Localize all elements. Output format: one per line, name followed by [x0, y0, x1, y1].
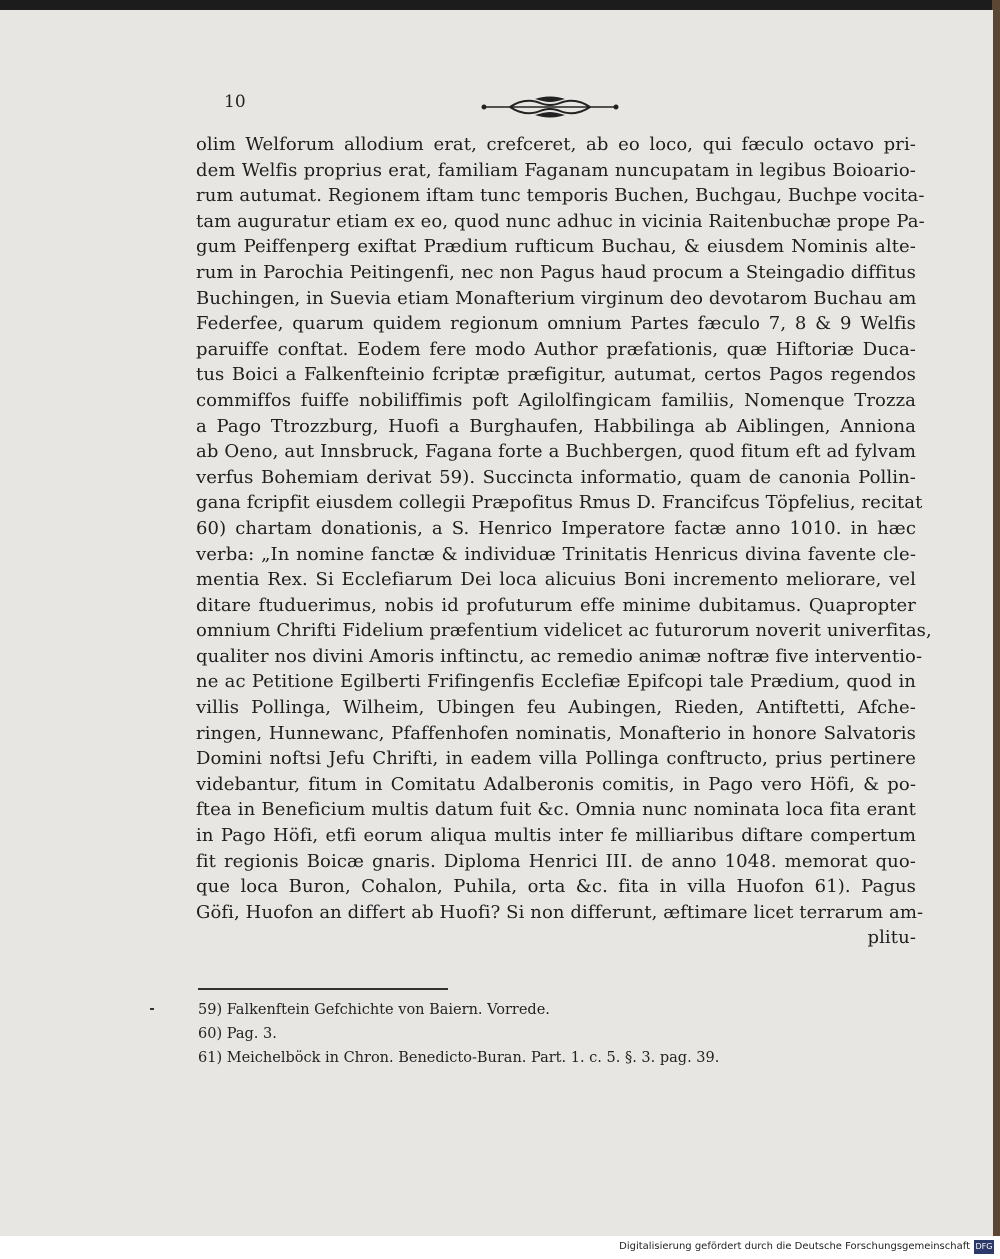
text-line: plitu- [867, 927, 916, 949]
text-line: villis Pollinga, Wilheim, Ubingen feu Aubingen, Rieden, Antiftetti, Afche- [196, 697, 916, 719]
footnote-rule [198, 988, 448, 991]
text-line: gana fcripfit eiusdem collegii Præpofitus Rmus D. Francifcus Töpfelius, recitat [196, 492, 923, 514]
text-line: verba: „In nomine fanctæ & individuæ Trinitatis Henricus divina favente cle- [196, 543, 916, 565]
text-line: omnium Chrifti Fidelium præfentium videlicet ac futurorum noverit univerfitas, [196, 620, 932, 642]
text-line: fit regionis Boicæ gnaris. Diploma Henrici III. de anno 1048. memorat quo- [196, 850, 916, 872]
footnote: 59) Falkenftein Gefchichte von Baiern. Vorrede. [198, 1002, 550, 1018]
text-line: ditare ftuduerimus, nobis id profuturum effe minime dubitamus. Quapropter [196, 594, 916, 616]
margin-mark [150, 1008, 154, 1010]
text-line: tam auguratur etiam ex eo, quod nunc adhuc in vicinia Raitenbuchæ prope Pa- [196, 210, 925, 232]
text-line: Federfee, quarum quidem regionum omnium Partes fæculo 7, 8 & 9 Welfis [196, 313, 916, 335]
text-line: tus Boici a Falkenfteinio fcriptæ præfigitur, autumat, certos Pagos regendos [196, 364, 916, 386]
text-line: verfus Bohemiam derivat 59). Succincta informatio, quam de canonia Pollin- [196, 466, 916, 488]
text-line: videbantur, fitum in Comitatu Adalberonis comitis, in Pago vero Höfi, & po- [196, 773, 916, 795]
body-text [196, 132, 932, 951]
text-line: in Pago Höfi, etfi eorum aliqua multis inter fe milliaribus diftare compertum [196, 825, 916, 847]
header-ornament-icon [480, 94, 620, 120]
text-line: olim Welforum allodium erat, crefceret, ab eo loco, qui fæculo octavo pri- [196, 134, 916, 155]
text-line: 60) chartam donationis, a S. Henrico Imperatore factæ anno 1010. in hæc [196, 517, 916, 539]
text-line: ne ac Petitione Egilberti Frifingenfis Ecclefiæ Epifcopi tale Prædium, quod in [196, 671, 916, 693]
footnote: 61) Meichelböck in Chron. Benedicto-Buran. Part. 1. c. 5. §. 3. pag. 39. [198, 1050, 720, 1066]
text-line: a Pago Ttrozzburg, Huofi a Burghaufen, Habbilinga ab Aiblingen, Anniona [196, 415, 916, 437]
text-line: dem Welfis proprius erat, familiam Faganam nuncupatam in legibus Boioario- [196, 159, 916, 181]
text-line: commiffos fuiffe nobiliffimis poft Agilolfingicam familiis, Nomenque Trozza [196, 389, 916, 411]
footnote: 60) Pag. 3. [198, 1026, 277, 1042]
digitization-credit: Digitalisierung gefördert durch die Deutsche Forschungsgemeinschaft [619, 1241, 970, 1252]
footnotes [198, 998, 898, 1070]
text-line: mentia Rex. Si Ecclefiarum Dei loca alicuius Boni incremento meliorare, vel [196, 569, 916, 591]
text-line: rum in Parochia Peitingenfi, nec non Pagus haud procum a Steingadio diffitus [196, 261, 916, 283]
text-line: Göfi, Huofon an differt ab Huofi? Si non differunt, æftimare licet terrarum am- [196, 901, 924, 923]
page-number: 10 [224, 92, 246, 112]
scan-border-right [992, 0, 1000, 1240]
text-line: que loca Buron, Cohalon, Puhila, orta &c. fita in villa Huofon 61). Pagus [196, 876, 916, 898]
text-line: qualiter nos divini Amoris inftinctu, ac remedio animæ noftræ five interventio- [196, 645, 923, 667]
text-line: ftea in Beneficium multis datum fuit &c. Omnia nunc nominata loca fita erant [196, 799, 916, 821]
text-line: Domini noftsi Jefu Chrifti, in eadem villa Pollinga conftructo, prius pertinere [196, 748, 916, 770]
text-line: ringen, Hunnewanc, Pfaffenhofen nominatis, Monafterio in honore Salvatoris [196, 722, 916, 744]
text-line: gum Peiffenperg exiftat Prædium rufticum Buchau, & eiusdem Nominis alte- [196, 236, 916, 258]
text-line: ab Oeno, aut Innsbruck, Fagana forte a Buchbergen, quod fitum eft ad fylvam [196, 441, 916, 463]
text-line: rum autumat. Regionem iftam tunc temporis Buchen, Buchgau, Buchpe vocita- [196, 185, 925, 207]
scan-border-top [0, 0, 1000, 10]
text-line: Buchingen, in Suevia etiam Monafterium virginum deo devotarom Buchau am [196, 287, 917, 309]
dfg-logo-icon: DFG [974, 1240, 994, 1254]
text-line: paruiffe conftat. Eodem fere modo Author præfationis, quæ Hiftoriæ Duca- [196, 338, 916, 360]
